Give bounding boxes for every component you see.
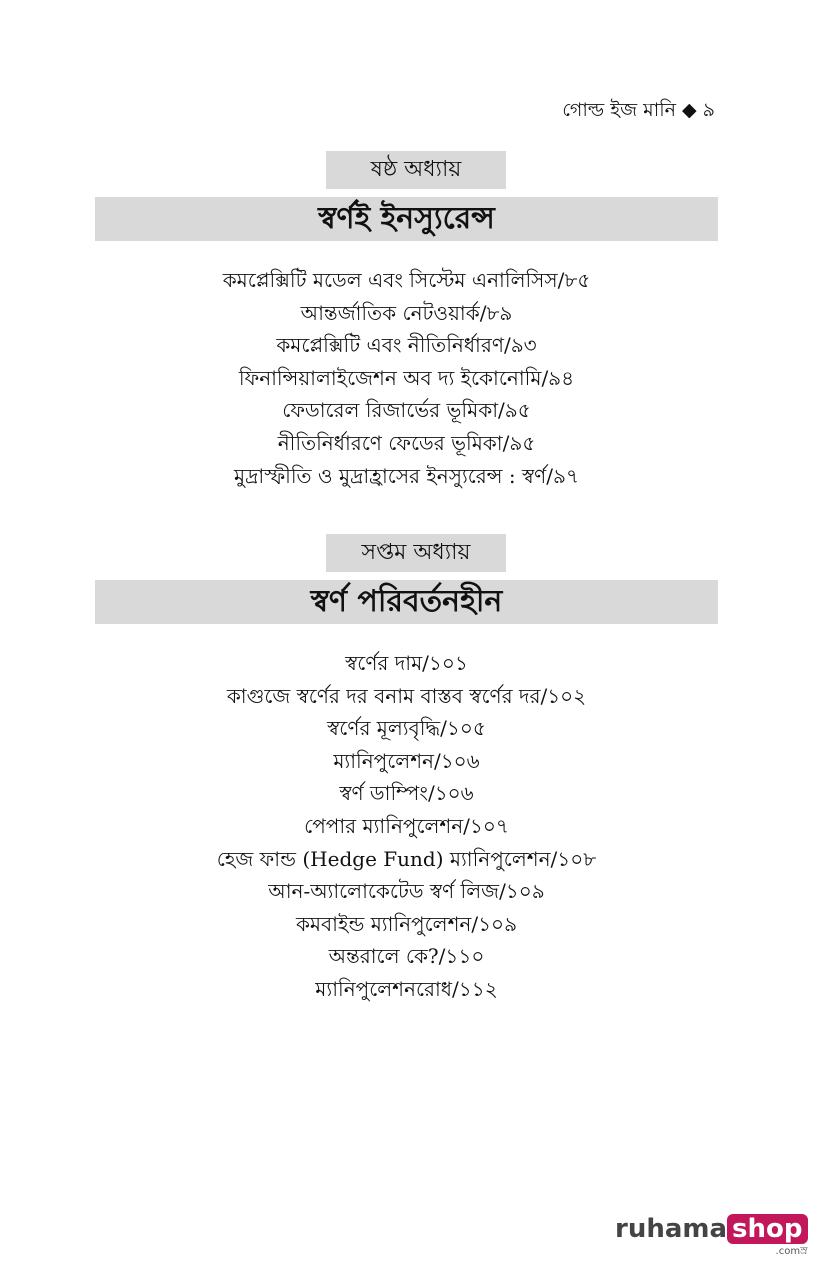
book-title: গোল্ড ইজ মানি: [562, 99, 677, 121]
toc-entry: কমপ্লেক্সিটি মডেল এবং সিস্টেম এনালিসিস/৮৫: [222, 268, 591, 292]
toc-entry: স্বর্ণ ডাম্পিং/১০৬: [339, 781, 474, 806]
brand-domain: .comস্র: [775, 1246, 808, 1257]
toc-entry: আন-অ্যালোকেটেড স্বর্ণ লিজ/১০৯: [268, 879, 545, 904]
toc-entry: কাগুজে স্বর্ণের দর বনাম বাস্তব স্বর্ণের দর/১০২: [226, 683, 587, 708]
page-number: ৯: [702, 99, 715, 121]
toc-entry: ম্যানিপুলেশন/১০৬: [333, 748, 480, 773]
brand-name-part2: shop: [727, 1214, 807, 1244]
chapter-label: সপ্তম অধ্যায়: [326, 534, 506, 572]
chapter-title: স্বর্ণই ইনস্যুরেন্স: [95, 197, 718, 241]
toc-entry: আন্তর্জাতিক নেটওয়ার্ক/৮৯: [300, 300, 513, 325]
chapter-label: ষষ্ঠ অধ্যায়: [326, 151, 506, 189]
toc-entry: ফেডারেল রিজার্ভের ভূমিকা/৯৫: [282, 398, 531, 423]
brand-name-part1: ruhama: [615, 1214, 728, 1244]
toc-entry: হেজ ফান্ড (Hedge Fund) ম্যানিপুলেশন/১০৮: [216, 846, 597, 871]
toc-entry: অন্তরালে কে?/১১০: [328, 944, 485, 969]
toc-entry: পেপার ম্যানিপুলেশন/১০৭: [304, 813, 509, 838]
toc-entry: ফিনান্সিয়ালাইজেশন অব দ্য ইকোনোমি/৯৪: [238, 365, 575, 390]
toc-entry: কমবাইন্ড ম্যানিপুলেশন/১০৯: [295, 911, 518, 936]
toc-entry: কমপ্লেক্সিটি এবং নীতিনির্ধারণ/৯৩: [276, 333, 537, 358]
toc-list: [95, 264, 718, 492]
diamond-separator-icon: ◆: [682, 99, 697, 121]
chapter-title: স্বর্ণ পরিবর্তনহীন: [95, 580, 718, 624]
brand-logo: [615, 1214, 808, 1257]
toc-entry: নীতিনির্ধারণে ফেডের ভূমিকা/৯৫: [277, 430, 536, 455]
toc-entry: মুদ্রাস্ফীতি ও মুদ্রাহ্রাসের ইনস্যুরেন্স : স্বর্ণ/৯৭: [234, 463, 579, 488]
running-head: [562, 96, 715, 128]
toc-list: [95, 647, 718, 1006]
toc-entry: ম্যানিপুলেশনরোধ/১১২: [315, 976, 498, 1001]
toc-entry: স্বর্ণের দাম/১০১: [345, 651, 468, 675]
toc-entry: স্বর্ণের মূল্যবৃদ্ধি/১০৫: [327, 716, 486, 741]
